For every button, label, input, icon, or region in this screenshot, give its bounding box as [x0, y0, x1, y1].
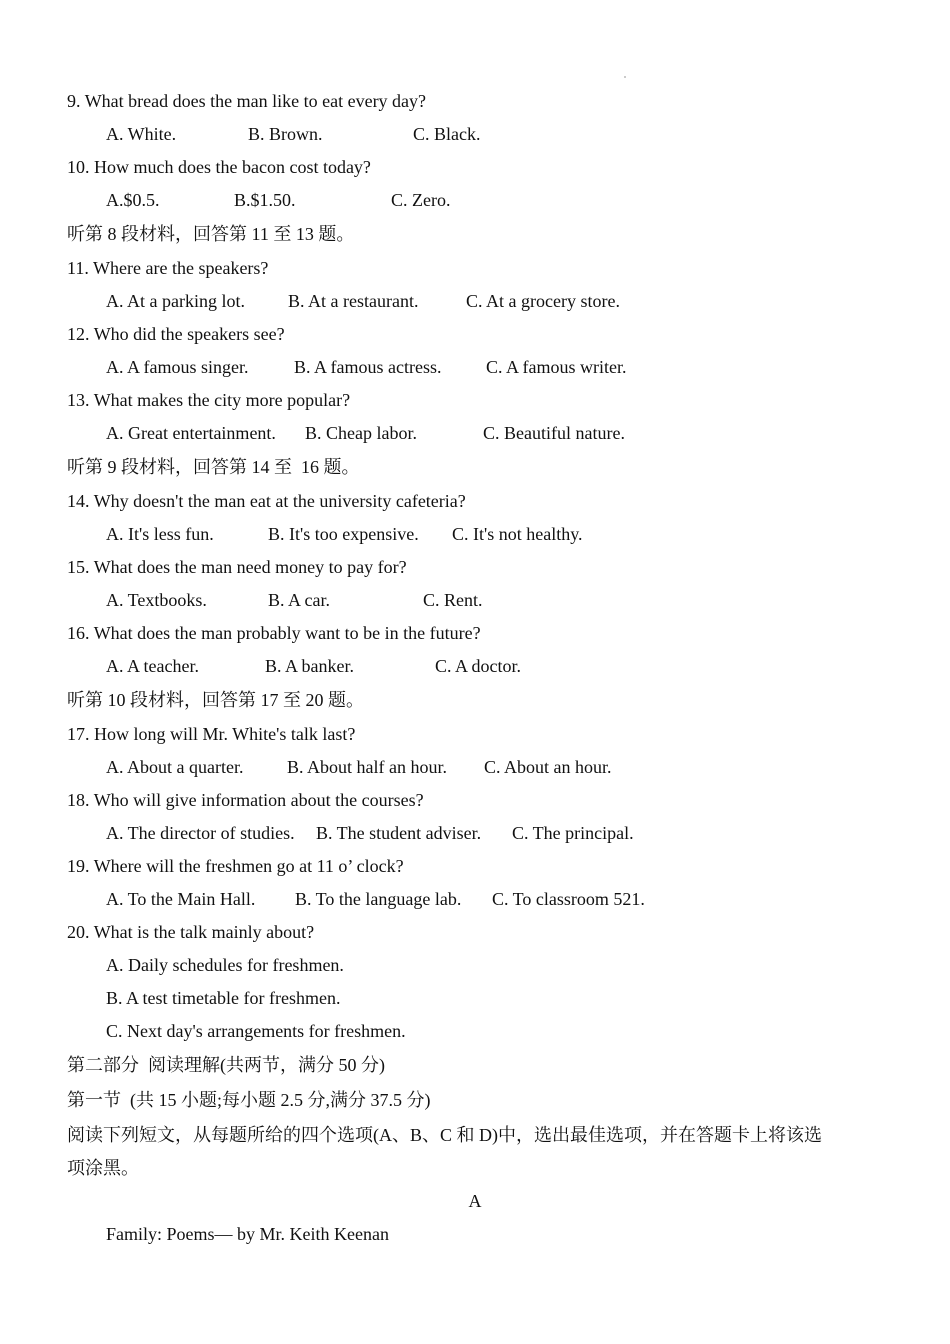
section-header-10: 听第 10 段材料，回答第 17 至 20 题。 — [67, 690, 364, 710]
question-16 — [67, 622, 481, 644]
option-b: B. A test timetable for freshmen. — [106, 988, 341, 1008]
option-a: A. A teacher. — [106, 656, 199, 676]
instructions-line-2: 项涂黑。 — [67, 1158, 139, 1178]
option-a: A. It's less fun. — [106, 524, 214, 544]
section-header-8: 听第 8 段材料，回答第 11 至 13 题。 — [67, 224, 355, 244]
question-text: Where will the freshmen go at 11 o’ clock? — [93, 856, 404, 876]
question-text: What is the talk mainly about? — [93, 922, 315, 942]
question-15 — [67, 556, 407, 578]
question-18 — [67, 789, 424, 811]
question-11 — [67, 257, 268, 279]
option-a: A. White. — [106, 124, 177, 144]
option-a: A. Great entertainment. — [106, 423, 276, 443]
question-number: 9. — [67, 91, 81, 111]
option-a: A. The director of studies. — [106, 823, 295, 843]
question-text: How long will Mr. White's talk last? — [94, 724, 356, 744]
question-number: 17. — [67, 724, 90, 744]
question-text: Who did the speakers see? — [93, 324, 285, 344]
option-c: C. Beautiful nature. — [483, 423, 625, 443]
question-text: Who will give information about the courses? — [93, 790, 424, 810]
option-b: B. It's too expensive. — [268, 524, 419, 544]
option-b: B. The student adviser. — [316, 823, 482, 843]
option-c: C. Rent. — [423, 590, 483, 610]
question-number: 10. — [67, 157, 90, 177]
option-a: A. At a parking lot. — [106, 291, 245, 311]
passage-label: A — [468, 1191, 482, 1211]
option-a: A. About a quarter. — [106, 757, 244, 777]
option-b: B.$1.50. — [234, 190, 296, 210]
question-number: 18. — [67, 790, 90, 810]
option-c: C. At a grocery store. — [466, 291, 620, 311]
option-a: A. Textbooks. — [106, 590, 207, 610]
question-number: 14. — [67, 491, 90, 511]
option-b: B. To the language lab. — [295, 889, 462, 909]
option-b: B. A car. — [268, 590, 330, 610]
question-number: 11. — [67, 258, 89, 278]
question-19 — [67, 855, 404, 877]
option-c: C. A famous writer. — [486, 357, 627, 377]
question-number: 20. — [67, 922, 90, 942]
option-c: C. About an hour. — [484, 757, 612, 777]
section-header-9: 听第 9 段材料，回答第 14 至 16 题。 — [67, 457, 360, 477]
question-number: 16. — [67, 623, 90, 643]
question-14 — [67, 490, 466, 512]
option-b: B. At a restaurant. — [288, 291, 419, 311]
question-12 — [67, 323, 285, 345]
section-title: 第一节 (共 15 小题;每小题 2.5 分,满分 37.5 分) — [67, 1090, 431, 1110]
question-text: Why doesn't the man eat at the university cafeteria? — [93, 491, 466, 511]
option-c: C. It's not healthy. — [452, 524, 583, 544]
option-c: C. Black. — [413, 124, 481, 144]
question-number: 13. — [67, 390, 90, 410]
option-a: A.$0.5. — [106, 190, 160, 210]
passage-title: Family: Poems— by Mr. Keith Keenan — [106, 1224, 389, 1244]
option-a: A. Daily schedules for freshmen. — [106, 955, 344, 975]
option-b: B. About half an hour. — [287, 757, 447, 777]
speck-mark — [624, 76, 626, 78]
question-9 — [67, 90, 426, 112]
option-a: A. To the Main Hall. — [106, 889, 256, 909]
question-number: 12. — [67, 324, 90, 344]
option-b: B. A famous actress. — [294, 357, 442, 377]
question-20 — [67, 921, 314, 943]
option-c: C. Next day's arrangements for freshmen. — [106, 1021, 406, 1041]
question-13 — [67, 389, 350, 411]
question-10 — [67, 156, 371, 178]
question-text: How much does the bacon cost today? — [94, 157, 371, 177]
option-c: C. To classroom 521. — [492, 889, 645, 909]
option-b: B. Brown. — [248, 124, 323, 144]
option-c: C. A doctor. — [435, 656, 522, 676]
option-b: B. A banker. — [265, 656, 354, 676]
option-a: A. A famous singer. — [106, 357, 249, 377]
option-c: C. Zero. — [391, 190, 451, 210]
question-text: What does the man probably want to be in the future? — [93, 623, 481, 643]
part-title: 第二部分 阅读理解(共两节，满分 50 分) — [67, 1055, 385, 1075]
question-number: 15. — [67, 557, 90, 577]
question-17 — [67, 723, 355, 745]
question-text: Where are the speakers? — [93, 258, 269, 278]
question-text: What bread does the man like to eat every day? — [84, 91, 427, 111]
question-text: What does the man need money to pay for? — [93, 557, 407, 577]
instructions-line-1: 阅读下列短文，从每题所给的四个选项(A、B、C 和 D)中，选出最佳选项，并在答题卡上将该选 — [67, 1125, 822, 1145]
option-b: B. Cheap labor. — [305, 423, 417, 443]
question-number: 19. — [67, 856, 90, 876]
option-c: C. The principal. — [512, 823, 634, 843]
question-text: What makes the city more popular? — [93, 390, 351, 410]
